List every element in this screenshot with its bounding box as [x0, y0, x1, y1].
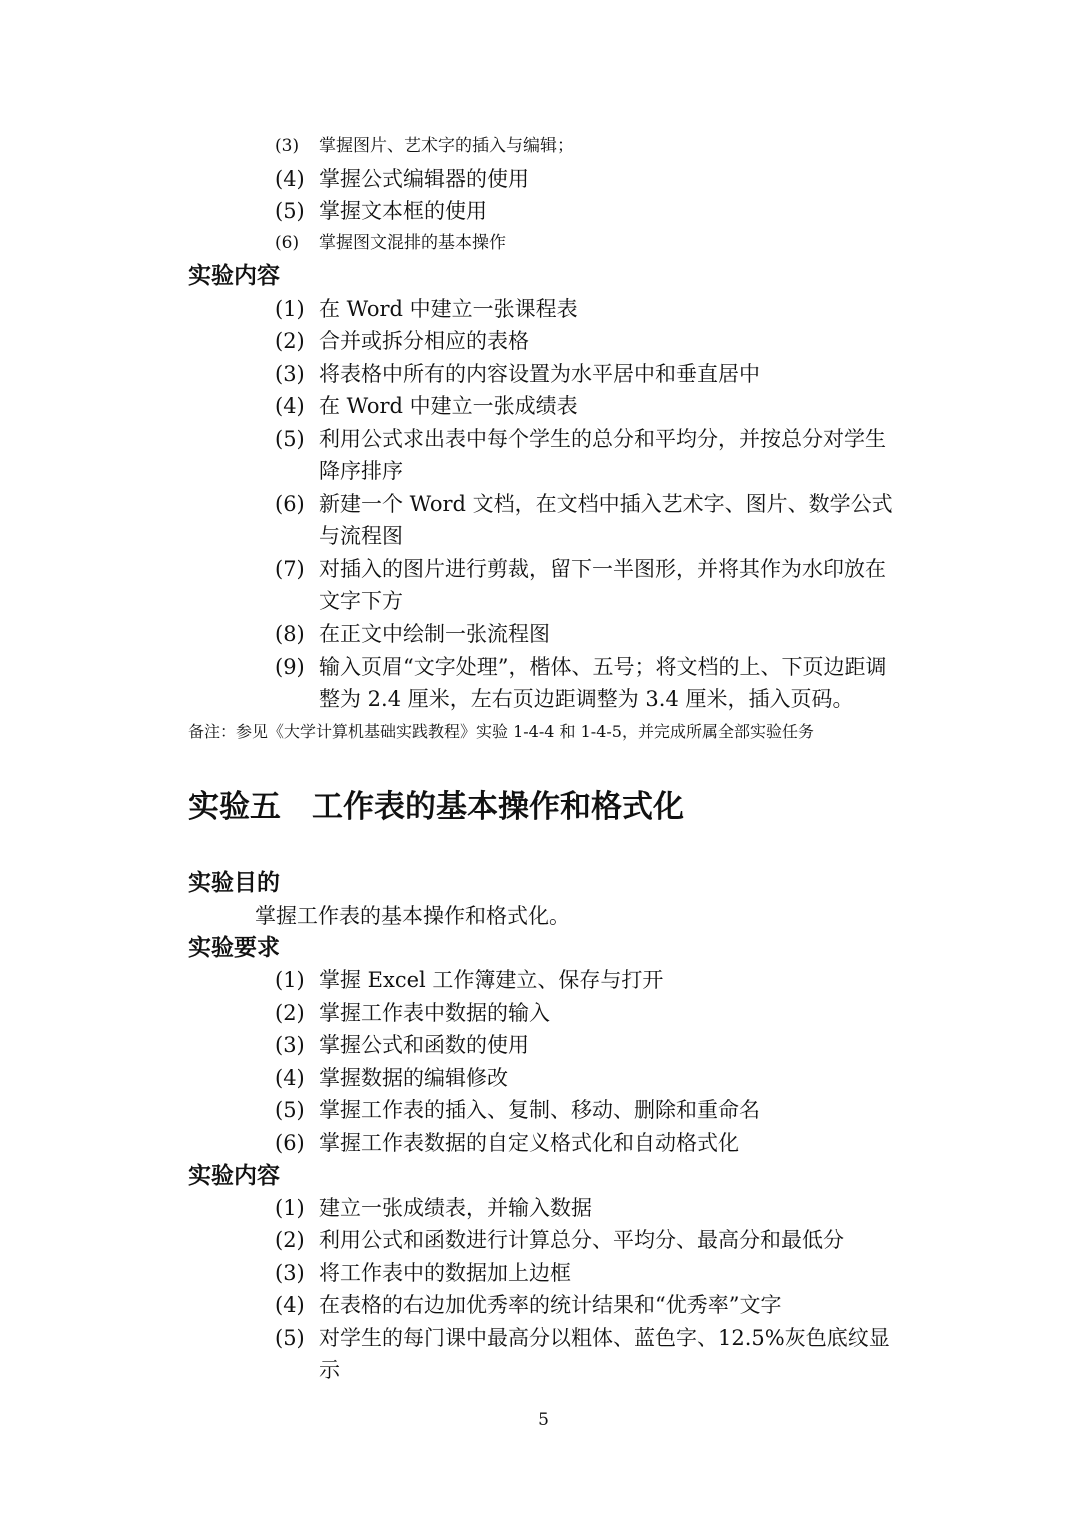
list-item — [275, 964, 903, 996]
section-heading: 实验内容 — [188, 1163, 280, 1189]
list-item — [275, 163, 903, 195]
list-text: 利用公式求出表中每个学生的总分和平均分，并按总分对学生降序排序 — [319, 427, 886, 483]
list-text: 掌握工作表中数据的输入 — [319, 1001, 550, 1025]
list-text: 利用公式和函数进行计算总分、平均分、最高分和最低分 — [319, 1228, 844, 1252]
list-item — [275, 1224, 903, 1256]
list-number: (5) — [275, 1326, 305, 1350]
list-number: (8) — [275, 622, 305, 646]
list-number: (7) — [275, 557, 305, 581]
list-text: 掌握文本框的使用 — [319, 199, 487, 223]
list-text: 在表格的右边加优秀率的统计结果和“优秀率”文字 — [319, 1293, 782, 1317]
list-item — [275, 1322, 903, 1386]
section-heading: 实验内容 — [188, 263, 280, 289]
page-number: 5 — [538, 1410, 549, 1430]
footnote-remark: 备注：参见《大学计算机基础实践教程》实验 1-4-4 和 1-4-5，并完成所属全部实验任务 — [188, 722, 814, 741]
list-number: (4) — [275, 1066, 305, 1090]
list-text: 建立一张成绩表，并输入数据 — [319, 1196, 592, 1220]
list-item — [275, 1289, 903, 1321]
list-number: (2) — [275, 1228, 305, 1252]
list-number: (5) — [275, 1098, 305, 1122]
list-item — [275, 1094, 903, 1126]
list-text: 新建一个 Word 文档，在文档中插入艺术字、图片、数学公式与流程图 — [319, 492, 893, 548]
list-number: (5) — [275, 427, 305, 451]
list-item — [275, 358, 903, 390]
list-number: (6) — [275, 233, 300, 253]
list-number: (1) — [275, 968, 305, 992]
list-item — [275, 130, 903, 162]
list-item — [275, 997, 903, 1029]
list-number: (3) — [275, 136, 300, 156]
list-text: 在 Word 中建立一张成绩表 — [319, 394, 578, 418]
list-text: 掌握 Excel 工作簿建立、保存与打开 — [319, 968, 664, 992]
list-text: 掌握图文混排的基本操作 — [319, 233, 506, 253]
list-item — [275, 227, 903, 259]
list-number: (2) — [275, 1001, 305, 1025]
list-item — [275, 195, 903, 227]
list-number: (3) — [275, 1261, 305, 1285]
list-item — [275, 390, 903, 422]
chapter-title: 实验五 工作表的基本操作和格式化 — [188, 789, 684, 825]
list-item — [275, 1192, 903, 1224]
list-item — [275, 423, 903, 487]
section-heading: 实验目的 — [188, 870, 280, 896]
list-text: 对插入的图片进行剪裁，留下一半图形，并将其作为水印放在文字下方 — [319, 557, 886, 613]
list-text: 掌握工作表数据的自定义格式化和自动格式化 — [319, 1131, 739, 1155]
list-number: (5) — [275, 199, 305, 223]
list-item — [275, 325, 903, 357]
list-text: 在 Word 中建立一张课程表 — [319, 297, 578, 321]
list-number: (1) — [275, 1196, 305, 1220]
list-text: 掌握公式编辑器的使用 — [319, 167, 529, 191]
list-number: (2) — [275, 329, 305, 353]
list-item — [275, 1062, 903, 1094]
section-heading: 实验要求 — [188, 935, 280, 961]
list-text: 将表格中所有的内容设置为水平居中和垂直居中 — [319, 362, 760, 386]
list-text: 将工作表中的数据加上边框 — [319, 1261, 571, 1285]
list-number: (3) — [275, 1033, 305, 1057]
list-text: 掌握公式和函数的使用 — [319, 1033, 529, 1057]
list-number: (6) — [275, 1131, 305, 1155]
list-item — [275, 488, 903, 552]
list-item — [275, 1127, 903, 1159]
list-text: 对学生的每门课中最高分以粗体、蓝色字、12.5%灰色底纹显示 — [319, 1326, 890, 1382]
list-number: (1) — [275, 297, 305, 321]
list-text: 合并或拆分相应的表格 — [319, 329, 529, 353]
list-number: (4) — [275, 167, 305, 191]
list-item — [275, 553, 903, 617]
list-number: (9) — [275, 655, 305, 679]
purpose-text: 掌握工作表的基本操作和格式化。 — [255, 904, 570, 928]
list-item — [275, 618, 903, 650]
list-text: 在正文中绘制一张流程图 — [319, 622, 550, 646]
list-text: 掌握数据的编辑修改 — [319, 1066, 508, 1090]
list-text: 掌握工作表的插入、复制、移动、删除和重命名 — [319, 1098, 760, 1122]
list-text: 输入页眉“文字处理”，楷体、五号；将文档的上、下页边距调整为 2.4 厘米，左右页边距调整为 3.4 厘米，插入页码。 — [319, 655, 887, 711]
list-item — [275, 1257, 903, 1289]
list-item — [275, 293, 903, 325]
list-number: (6) — [275, 492, 305, 516]
list-number: (4) — [275, 1293, 305, 1317]
list-number: (4) — [275, 394, 305, 418]
list-item — [275, 1029, 903, 1061]
list-number: (3) — [275, 362, 305, 386]
list-text: 掌握图片、艺术字的插入与编辑； — [319, 136, 574, 156]
list-item — [275, 651, 903, 715]
